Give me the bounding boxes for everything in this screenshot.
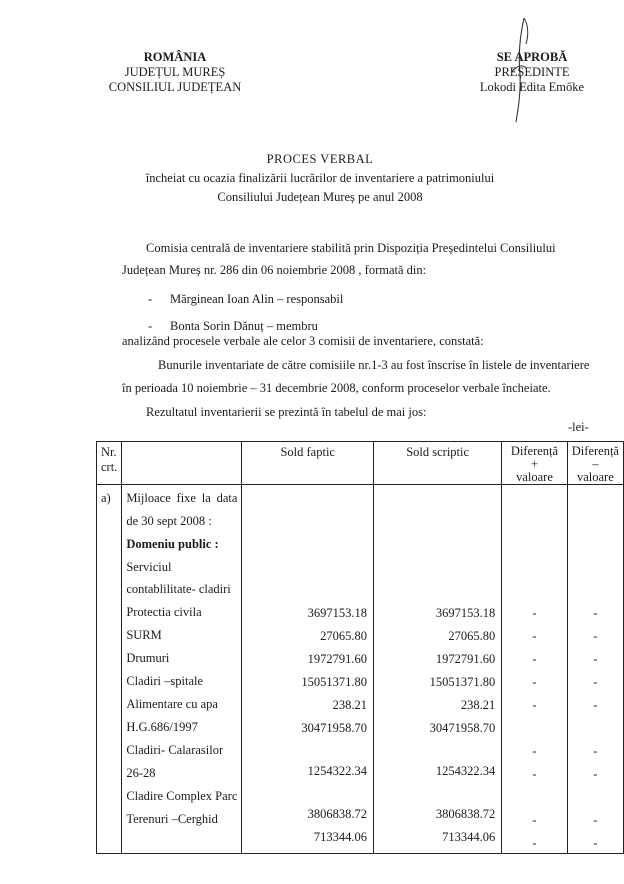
row8-plus: -	[532, 813, 537, 827]
col-sold-faptic	[242, 485, 374, 854]
section-line1: Mijloace fixe la data	[126, 491, 238, 505]
title-line2: încheiat cu ocazia finalizării lucrărilor de inventariere a patrimoniului	[145, 171, 495, 185]
row4-scriptic: 15051371.80	[429, 675, 496, 689]
row2-scriptic: 27065.80	[448, 629, 496, 643]
row1-name-line2: contablilitate- cladiri	[126, 582, 231, 596]
row8-scriptic: 3806838.72	[435, 807, 496, 821]
header-sold-faptic: Sold faptic	[242, 442, 374, 485]
intro-line1: Comisia centrală de inventariere stabilită prin Dispoziția Președintelui Consiliului	[146, 241, 556, 255]
p3-line: Rezultatul inventarierii se prezintă în tabelul de mai jos:	[146, 405, 427, 419]
row3-minus: -	[593, 652, 598, 666]
row5-name: Cladiri –spitale	[126, 674, 204, 688]
row5-faptic: 238.21	[332, 698, 368, 712]
document-title	[120, 150, 520, 207]
diff-plus-line2: +	[530, 457, 539, 471]
header-diff-minus	[567, 442, 623, 485]
member-item: - Bonta Sorin Dănuț – membru	[148, 319, 318, 333]
title-main: PROCES VERBAL	[266, 152, 374, 166]
row1-minus: -	[593, 606, 598, 620]
row5-minus: -	[593, 698, 598, 712]
row7-minus: -	[593, 767, 598, 781]
diff-plus-line1: Diferență	[510, 444, 559, 458]
row9-minus: -	[593, 836, 598, 850]
row3-scriptic: 1972791.60	[435, 652, 496, 666]
row6-scriptic: 30471958.70	[429, 721, 496, 735]
row2-faptic: 27065.80	[320, 629, 368, 643]
table-header-row	[97, 442, 624, 485]
section-desc	[122, 485, 242, 854]
section-line2: de 30 sept 2008 :	[126, 514, 212, 528]
row3-plus: -	[532, 652, 537, 666]
row1-scriptic: 3697153.18	[435, 606, 496, 620]
row5-scriptic: 238.21	[460, 698, 496, 712]
row6-name-line2: H.G.686/1997	[126, 720, 198, 734]
row6-faptic: 30471958.70	[301, 721, 368, 735]
row9-plus: -	[532, 836, 537, 850]
row8-minus: -	[593, 813, 598, 827]
diff-plus-line3: valoare	[516, 470, 553, 484]
diff-minus-line2: –	[592, 457, 599, 471]
row7-name-line2: 26-28	[126, 766, 156, 780]
unit-label: -lei-	[568, 420, 589, 434]
analysis-line: analizând procesele verbale ale celor 3 comisii de inventariere, constată:	[122, 334, 484, 348]
row2-name: Protectia civila	[126, 605, 202, 619]
header-right	[468, 50, 596, 95]
row6-name-line1: Alimentare cu apa	[126, 697, 218, 711]
row4-plus: -	[532, 675, 537, 689]
row6-minus: -	[593, 744, 598, 758]
p2-line2: în perioada 10 noiembrie – 31 decembrie 2008, conform proceselor verbale încheiate.	[122, 381, 551, 395]
table-row	[97, 485, 624, 854]
approval-label: SE APROBĂ	[496, 50, 568, 64]
header-nr-line1: Nr.	[101, 445, 117, 459]
row2-minus: -	[593, 629, 598, 643]
row2-plus: -	[532, 629, 537, 643]
row1-plus: -	[532, 606, 537, 620]
row1-faptic: 3697153.18	[307, 606, 368, 620]
diff-minus-line3: valoare	[576, 470, 614, 484]
header-sold-scriptic: Sold scriptic	[374, 442, 502, 485]
row4-faptic: 15051371.80	[301, 675, 368, 689]
intro-line2: Județean Mureș nr. 286 din 06 noiembrie 2008 , formată din:	[122, 263, 427, 277]
member2-text: Bonta Sorin Dănuț – membru	[170, 319, 318, 333]
member-item: - Mărginean Ioan Alin – responsabil	[148, 292, 344, 306]
section-nr: a)	[97, 485, 122, 854]
header-nr-line2: crt.	[101, 460, 118, 474]
col-sold-scriptic	[374, 485, 502, 854]
president-title: PREȘEDINTE	[494, 65, 570, 79]
row6-plus: -	[532, 744, 537, 758]
member-list	[148, 289, 343, 336]
row5-plus: -	[532, 698, 537, 712]
row3-name: SURM	[126, 628, 162, 642]
inventory-table	[96, 441, 624, 854]
member1-text: Mărginean Ioan Alin – responsabil	[170, 292, 344, 306]
country-name: ROMÂNIA	[143, 50, 207, 64]
row7-plus: -	[532, 767, 537, 781]
row1-name-line1: Serviciul	[126, 560, 172, 574]
header-diff-plus	[502, 442, 568, 485]
council-name: CONSILIUL JUDEȚEAN	[108, 80, 242, 94]
row3-faptic: 1972791.60	[307, 652, 368, 666]
row9-name: Terenuri –Cerghid	[126, 812, 218, 826]
row7-scriptic: 1254322.34	[435, 764, 496, 778]
col-diff-plus	[502, 485, 568, 854]
intro-paragraph	[122, 238, 604, 258]
p2-line1: Bunurile inventariate de către comisiile nr.1-3 au fost înscrise în listele de inventariere	[158, 358, 590, 372]
row7-faptic: 1254322.34	[307, 764, 368, 778]
row7-name-line1: Cladiri- Calarasilor	[126, 743, 224, 757]
row8-faptic: 3806838.72	[307, 807, 368, 821]
title-line3: Consiliului Județean Mureș pe anul 2008	[217, 190, 423, 204]
row8-name: Cladire Complex Parc	[126, 789, 238, 803]
header-left	[100, 50, 250, 95]
domeniu-label: Domeniu public :	[126, 537, 219, 551]
diff-minus-line1: Diferență	[571, 444, 619, 458]
row9-scriptic: 713344.06	[442, 830, 496, 844]
header-desc	[122, 442, 242, 485]
president-name: Lokodi Edita Emőke	[479, 80, 585, 94]
col-diff-minus	[567, 485, 623, 854]
row9-faptic: 713344.06	[313, 830, 368, 844]
row4-name: Drumuri	[126, 651, 170, 665]
row4-minus: -	[593, 675, 598, 689]
county-name: JUDEȚUL MUREȘ	[124, 65, 226, 79]
header-nr	[97, 442, 122, 485]
